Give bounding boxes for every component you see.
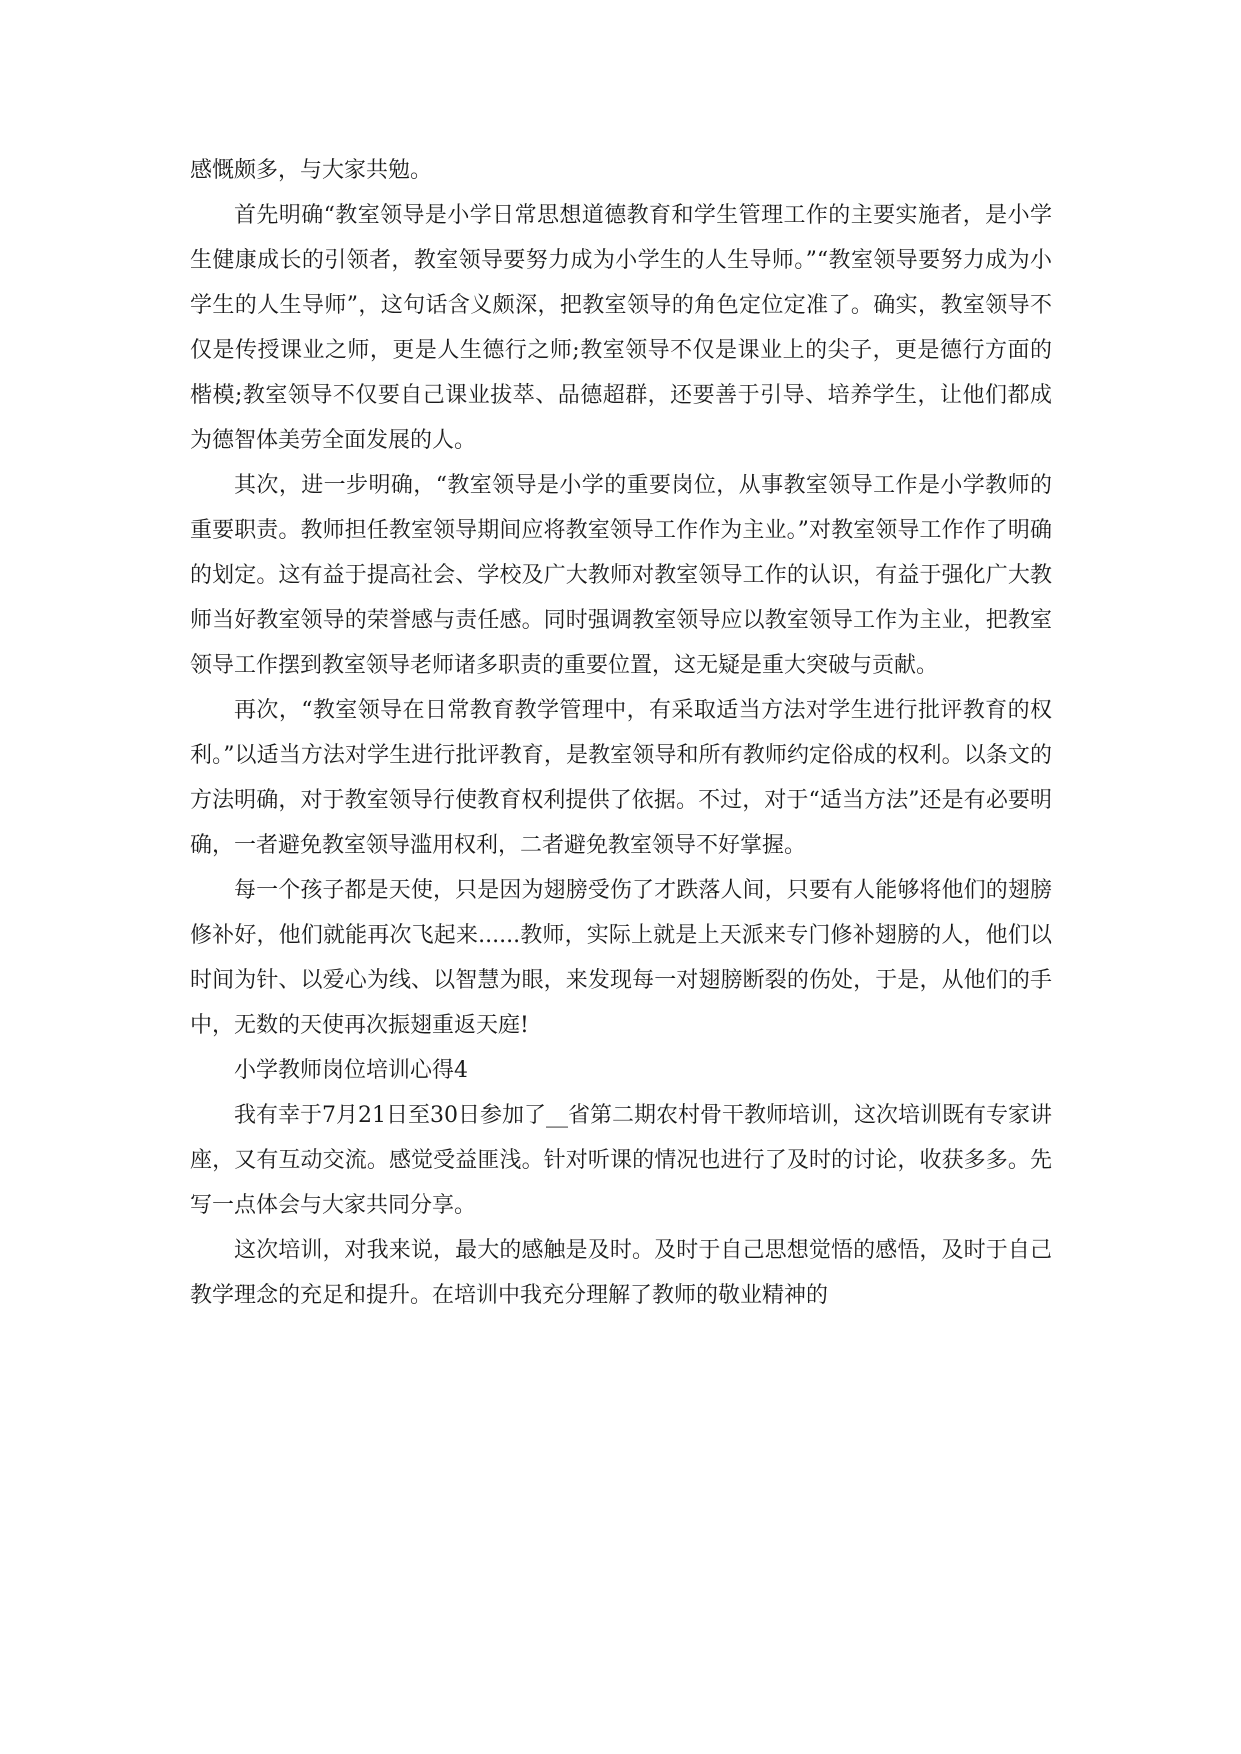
paragraph: 每一个孩子都是天使，只是因为翅膀受伤了才跌落人间，只要有人能够将他们的翅膀修补好，他们就能再次飞起来......教师，实际上就是上天派来专门修补翅膀的人，他们以时间为针、以爱心为线、以智慧为眼，来发现每一对翅膀断裂的伤处，于是，从他们的手中，无数的天使再次振翅重返天庭! [190,878,1052,1038]
paragraph: 再次，“教室领导在日常教育教学管理中，有采取适当方法对学生进行批评教育的权利。”以适当方法对学生进行批评教育，是教室领导和所有教师约定俗成的权利。以条文的方法明确，对于教室领导行使教育权利提供了依据。不过，对于“适当方法”还是有必要明确，一者避免教室领导滥用权利，二者避免教室领导不好掌握。 [190,698,1053,858]
paragraph: 其次，进一步明确，“教室领导是小学的重要岗位，从事教室领导工作是小学教师的重要职责。教师担任教室领导期间应将教室领导工作作为主业。”对教室领导工作作了明确的划定。这有益于提高社会、学校及广大教师对教室领导工作的认识，有益于强化广大教师当好教室领导的荣誉感与责任感。同时强调教室领导应以教室领导工作为主业，把教室领导工作摆到教室领导老师诸多职责的重要位置，这无疑是重大突破与贡献。 [190,473,1052,678]
paragraph: 首先明确“教室领导是小学日常思想道德教育和学生管理工作的主要实施者，是小学生健康成长的引领者，教室领导要努力成为小学生的人生导师。”“教室领导要努力成为小学生的人生导师”，这句话含义颇深，把教室领导的角色定位定准了。确实，教室领导不仅是传授课业之师，更是人生德行之师;教室领导不仅是课业上的尖子，更是德行方面的楷模;教室领导不仅要自己课业拔萃、品德超群，还要善于引导、培养学生，让他们都成为德智体美劳全面发展的人。 [190,203,1052,453]
paragraph: 我有幸于7月21日至30日参加了__省第二期农村骨干教师培训，这次培训既有专家讲座，又有互动交流。感觉受益匪浅。针对听课的情况也进行了及时的讨论，收获多多。先写一点体会与大家共同分享。 [190,1103,1052,1218]
document-page [190,148,1052,1318]
paragraph: 这次培训，对我来说，最大的感触是及时。及时于自己思想觉悟的感悟，及时于自己教学理念的充足和提升。在培训中我充分理解了教师的敬业精神的 [190,1238,1052,1308]
paragraph: 感慨颇多，与大家共勉。 [190,158,433,183]
section-heading: 小学教师岗位培训心得4 [234,1058,468,1083]
